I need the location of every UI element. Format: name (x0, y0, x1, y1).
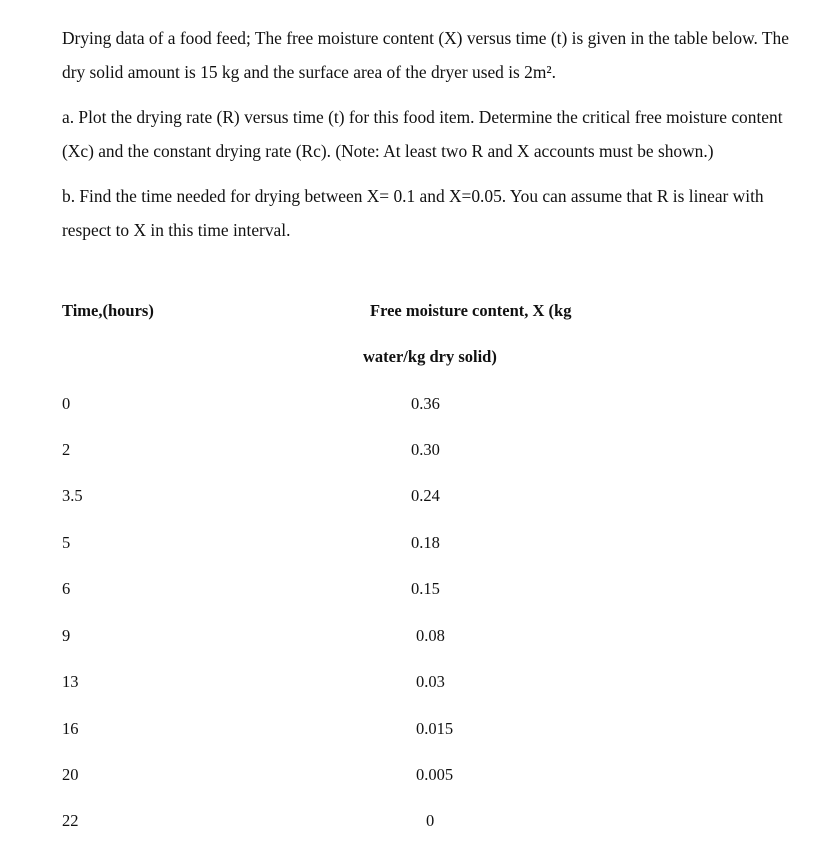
moisture-cell: 0.36 (411, 394, 440, 413)
time-cell: 16 (62, 719, 79, 738)
moisture-cell: 0.24 (411, 486, 440, 505)
moisture-cell: 0.30 (411, 440, 440, 459)
time-cell: 6 (62, 579, 71, 598)
moisture-cell: 0.08 (416, 626, 445, 645)
time-cell: 2 (62, 440, 71, 459)
time-cell: 20 (62, 765, 79, 784)
time-cell: 22 (62, 811, 79, 830)
header-moisture-line1: Free moisture content, X (kg (370, 301, 572, 320)
data-table (62, 300, 802, 840)
moisture-cell: 0.15 (411, 579, 440, 598)
time-cell: 13 (62, 672, 79, 691)
moisture-cell: 0.03 (416, 672, 445, 691)
question-a: a. Plot the drying rate (R) versus time (t) for this food item. Determine the critical free moisture content (Xc) and the constant drying rate (Rc). (Note: At least two R and X accounts must be shown.) (62, 107, 783, 161)
header-time: Time,(hours) (62, 301, 154, 320)
moisture-cell: 0.005 (416, 765, 454, 784)
time-cell: 3.5 (62, 486, 83, 505)
moisture-cell: 0.18 (411, 533, 440, 552)
problem-intro: Drying data of a food feed; The free moisture content (X) versus time (t) is given in the table below. The dry solid amount is 15 kg and the surface area of the dryer used is 2m². (62, 28, 789, 82)
question-b: b. Find the time needed for drying between X= 0.1 and X=0.05. You can assume that R is linear with respect to X in this time interval. (62, 186, 764, 240)
time-cell: 0 (62, 394, 71, 413)
time-cell: 9 (62, 626, 71, 645)
time-cell: 5 (62, 533, 71, 552)
problem-text (62, 22, 802, 247)
header-moisture-line2: water/kg dry solid) (363, 347, 497, 366)
moisture-cell: 0 (426, 811, 435, 830)
moisture-cell: 0.015 (416, 719, 454, 738)
